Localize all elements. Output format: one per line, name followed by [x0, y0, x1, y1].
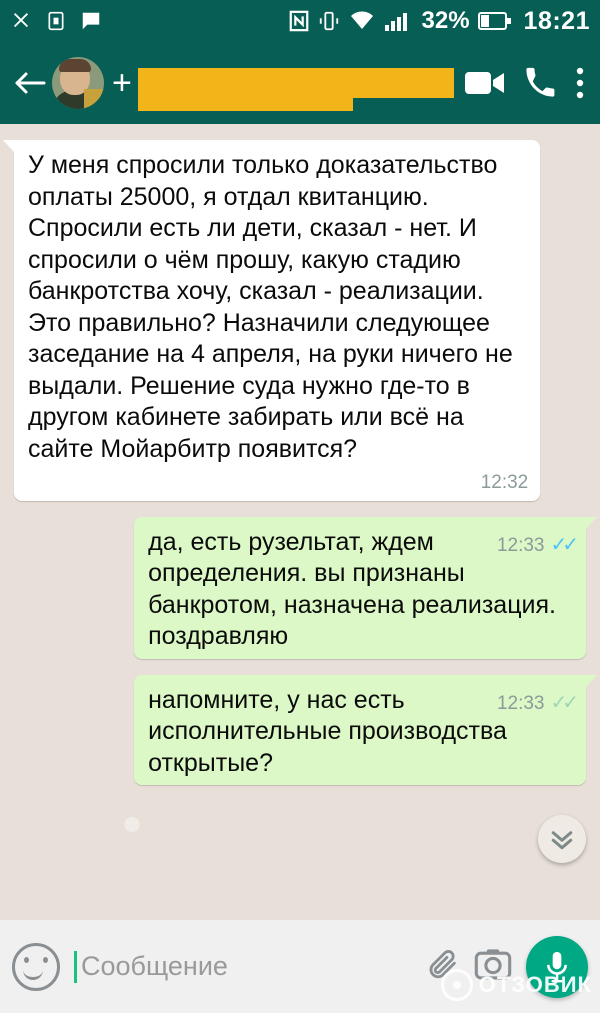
watermark-logo-icon [441, 969, 473, 1001]
message-row-incoming [14, 140, 586, 501]
message-meta [28, 471, 528, 495]
message-time: 12:33 [496, 534, 545, 556]
emoji-icon[interactable] [12, 943, 60, 991]
video-call-icon[interactable] [464, 68, 506, 98]
vibrate-icon [318, 9, 340, 33]
clock-label: 18:21 [523, 6, 590, 35]
status-bar-left-icons [10, 9, 288, 33]
status-bar [0, 0, 600, 42]
message-meta [497, 533, 574, 558]
avatar[interactable] [52, 57, 104, 109]
message-list[interactable] [0, 124, 600, 920]
signal-icon [384, 9, 414, 33]
app-bar-actions [464, 66, 586, 100]
nfc-icon [288, 9, 310, 33]
chat-app-bar [0, 42, 600, 124]
message-row-outgoing [14, 675, 586, 786]
battery-percent-label: 32% [421, 7, 470, 34]
add-contact-icon[interactable]: + [112, 64, 132, 102]
message-text: напомните, у нас есть исполнительные производства открытые? [148, 685, 514, 777]
text-caret [74, 951, 77, 983]
message-input-wrapper[interactable] [74, 951, 412, 983]
message-text: У меня спросили только доказательство оплаты 25000, я отдал квитанцию. Спросили есть ли дети, сказал - нет. И спросили о чём прошу, какую стадию банкротства хочу, сказал - реализации. Это правильно? Назначили следующее заседание на 4 апреля, на руки ничего не выдали. Решение суда нужно где-то в другом кабинете забирать или всё на сайте Мойарбитр появится? [28, 151, 520, 463]
read-receipt-icon: ✓✓ [550, 691, 574, 714]
back-button[interactable] [10, 63, 50, 103]
watermark-label: ОТЗОВИК [478, 972, 592, 997]
message-meta [497, 691, 574, 716]
message-row-outgoing [14, 517, 586, 659]
watermark [441, 969, 592, 1001]
contact-name-title[interactable] [138, 68, 454, 98]
message-time: 12:32 [480, 472, 529, 493]
bluetooth-share-icon [10, 9, 32, 33]
phone-call-icon[interactable] [524, 67, 556, 99]
message-bubble-outgoing[interactable] [134, 517, 586, 659]
message-bubble-outgoing[interactable] [134, 675, 586, 786]
message-text: да, есть рузельтат, ждем определения. вы признаны банкротом, назначена реализация. поздравляю [148, 527, 563, 651]
wifi-icon [348, 9, 376, 33]
message-icon [80, 10, 102, 32]
message-input[interactable]: Сообщение [81, 951, 228, 981]
message-time: 12:33 [496, 692, 545, 714]
battery-icon [478, 10, 512, 32]
message-bubble-incoming[interactable] [14, 140, 540, 501]
sim-card-icon [46, 9, 66, 33]
read-receipt-icon: ✓✓ [550, 533, 574, 556]
overflow-menu-icon[interactable] [574, 66, 586, 100]
scroll-to-bottom-button[interactable] [538, 815, 586, 863]
status-bar-right-icons [288, 7, 591, 36]
